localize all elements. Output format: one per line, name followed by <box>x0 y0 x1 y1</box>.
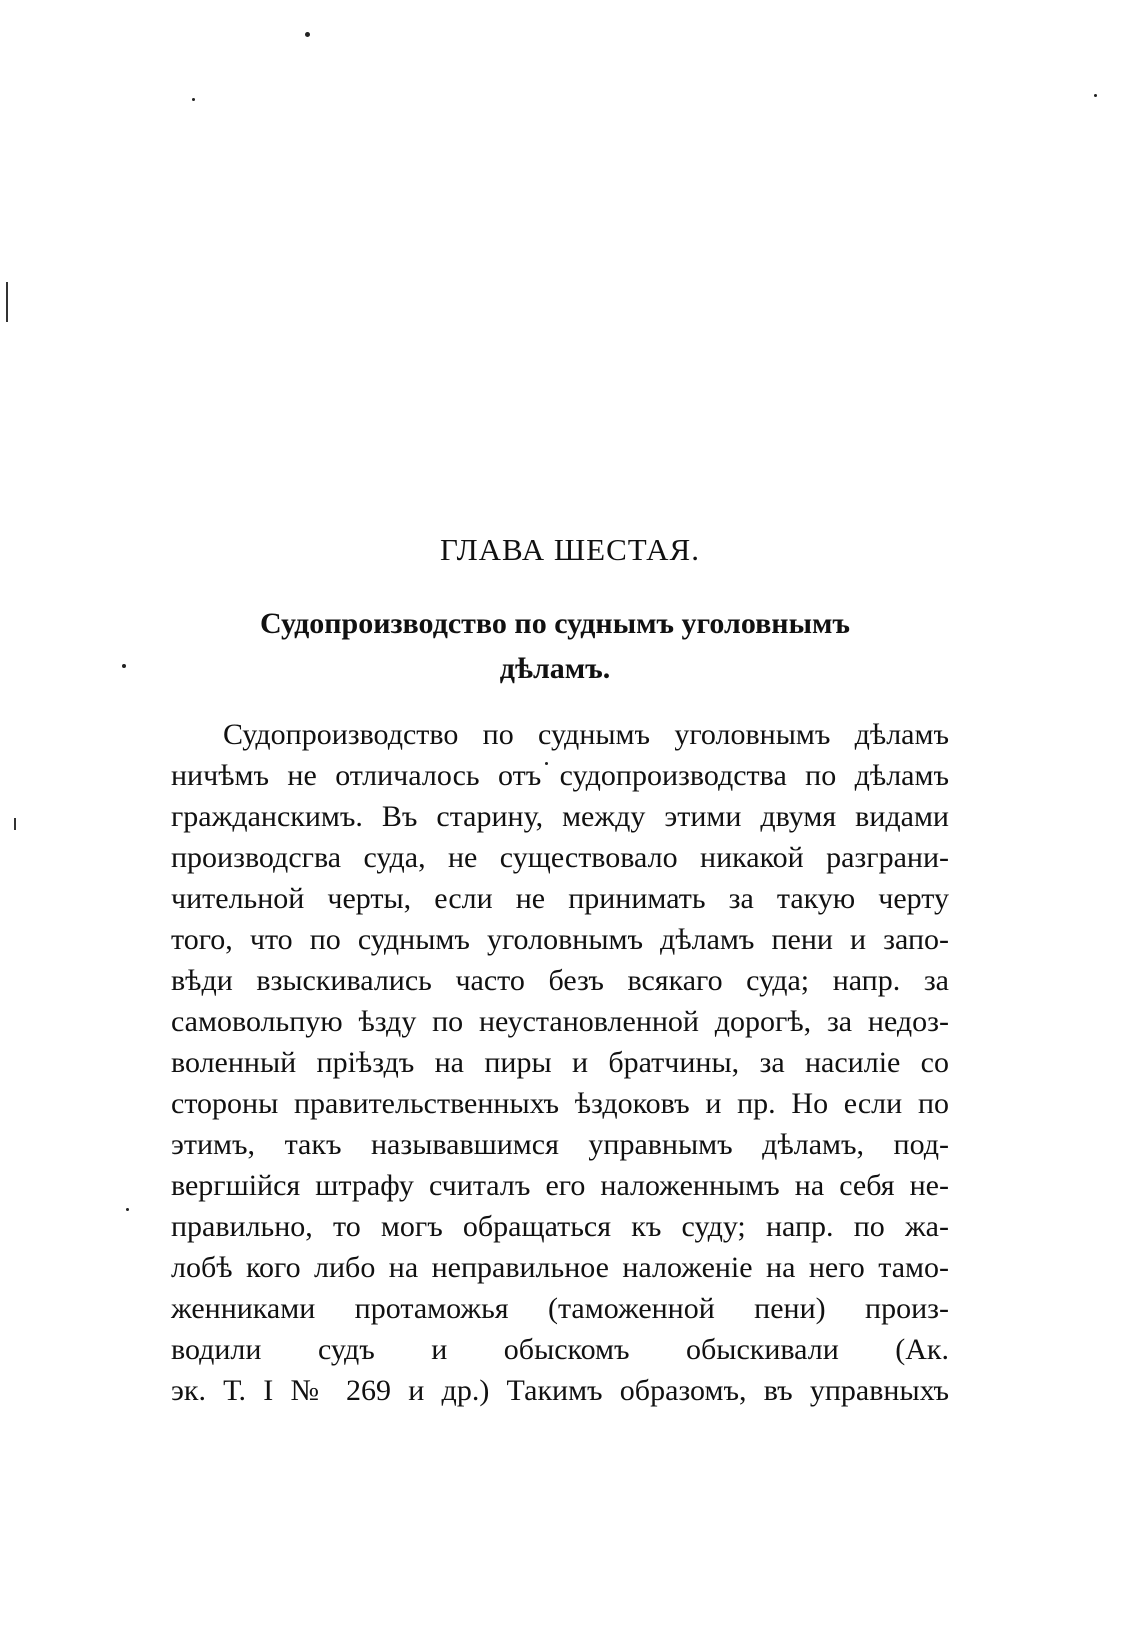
body-line: стороны правительственныхъ ѣздоковъ и пр. Но если по <box>171 1087 949 1120</box>
scan-speck <box>192 98 195 101</box>
body-line: вѣди взыскивались часто безъ всякаго суда; напр. за <box>171 964 949 997</box>
body-line: вергшійся штрафу считалъ его наложеннымъ на себя не- <box>171 1169 949 1202</box>
body-line: этимъ, такъ называвшимся управнымъ дѣламъ, под- <box>171 1128 949 1161</box>
scan-speck <box>126 1208 129 1211</box>
body-line: самовольпую ѣзду по неустановленной дорогѣ, за недоз- <box>171 1005 949 1038</box>
body-line: правильно, то могъ обращаться къ суду; напр. по жа- <box>171 1210 949 1243</box>
body-line: гражданскимъ. Въ старину, между этими двумя видами <box>171 800 949 833</box>
chapter-title: ГЛАВА ШЕСТАЯ. <box>440 532 700 567</box>
scan-edge-mark <box>6 282 8 322</box>
body-line: лобѣ кого либо на неправильное наложеніе на него тамо- <box>171 1251 949 1284</box>
section-heading-line-1: Судопроизводство по суднымъ уголовнымъ <box>260 607 850 640</box>
section-heading-line-2: дѣламъ. <box>499 652 611 685</box>
scan-speck <box>122 664 126 668</box>
body-line: ничѣмъ не отличалось отъ судопроизводства по дѣламъ <box>171 759 949 792</box>
body-line: эк. Т. I № 269 и др.) Такимъ образомъ, въ управныхъ <box>171 1374 949 1407</box>
scan-speck <box>1094 94 1097 97</box>
body-line: чительной черты, если не принимать за такую черту <box>171 882 949 915</box>
body-line: женниками протаможья (таможенной пени) произ- <box>171 1292 949 1325</box>
body-line: Судопроизводство по суднымъ уголовнымъ дѣламъ <box>223 718 949 751</box>
body-line: того, что по суднымъ уголовнымъ дѣламъ пени и запо- <box>171 923 949 956</box>
body-paragraph <box>171 714 949 1411</box>
body-line: воленный пріѣздъ на пиры и братчины, за насиліе со <box>171 1046 949 1079</box>
scan-edge-mark <box>14 818 16 830</box>
section-heading <box>210 601 900 691</box>
body-line: производсгва суда, не существовало никакой разграни- <box>171 841 949 874</box>
body-line: водили судъ и обыскомъ обыскивали (Ак. <box>171 1333 949 1366</box>
scan-speck <box>305 32 310 37</box>
